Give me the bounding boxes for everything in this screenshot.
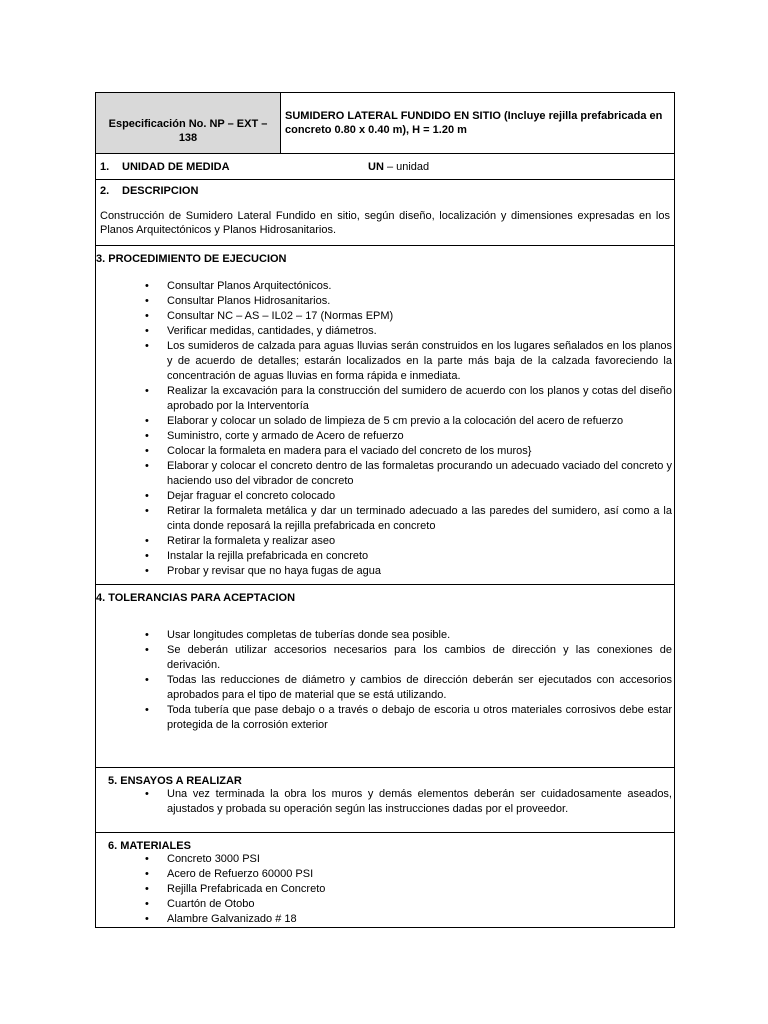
procedimiento-item: • Consultar Planos Arquitectónicos. [167,279,674,294]
procedimiento-item: • Retirar la formaleta metálica y dar un terminado adecuado a las paredes del sumidero, así como a la cinta donde reposará la rejilla prefabricada en concreto [167,504,674,534]
materiales-list [96,852,674,927]
tolerancia-item: • Usar longitudes completas de tuberías donde sea posible. [167,628,674,643]
procedimiento-list [96,279,674,579]
materiales-row [96,833,675,928]
descripcion-row [96,180,675,246]
spec-title: SUMIDERO LATERAL FUNDIDO EN SITIO (Incluye rejilla prefabricada en concreto 0.80 x 0.40 m), H = 1.20 m [285,110,663,136]
procedimiento-item: • Dejar fraguar el concreto colocado [167,489,674,504]
ensayos-cell [96,768,675,833]
procedimiento-item: • Realizar la excavación para la construcción del sumidero de acuerdo con los planos y cotas del diseño aprobado por la Interventoría [167,384,674,414]
ensayo-item: • Una vez terminada la obra los muros y demás elementos deberán ser cuidadosamente aseados, ajustados y probada su operación según las instrucciones dadas por el proveedor. [167,787,674,817]
spec-document [95,92,674,928]
procedimiento-item: • Consultar NC – AS – IL02 – 17 (Normas EPM) [167,309,674,324]
procedimiento-item: • Los sumideros de calzada para aguas lluvias serán construidos en los lugares señalados en los planos y de acuerdo de detalles; estarán localizados en la parte más baja de la calzada favoreciendo la concentración de aguas lluvias en forma rápida e inmediata. [167,339,674,384]
materiales-title: 6. MATERIALES [108,840,191,852]
tolerancias-list [96,628,674,733]
procedimiento-item: • Consultar Planos Hidrosanitarios. [167,294,674,309]
descripcion-number: 2. [100,185,110,197]
spec-table [95,92,675,928]
procedimiento-row [96,246,675,585]
unidad-number: 1. [100,161,110,173]
material-item: • Rejilla Prefabricada en Concreto [167,882,674,897]
material-item: • Alambre Galvanizado # 18 [167,912,674,927]
descripcion-text: Construcción de Sumidero Lateral Fundido en sitio, según diseño, localización y dimensiones expresadas en los Planos Arquitectónicos y Planos Hidrosanitarios. [100,210,670,236]
procedimiento-item: • Suministro, corte y armado de Acero de refuerzo [167,429,674,444]
unidad-text: – unidad [383,161,430,173]
procedimiento-item: • Verificar medidas, cantidades, y diámetros. [167,324,674,339]
unidad-cell [96,154,675,180]
spec-number-cell [96,93,281,154]
spec-title-cell [281,93,675,154]
materiales-cell [96,833,675,928]
material-item: • Cuartón de Otobo [167,897,674,912]
unidad-value [368,161,429,173]
procedimiento-title: 3. PROCEDIMIENTO DE EJECUCION [96,253,287,265]
material-item: • Concreto 3000 PSI [167,852,674,867]
ensayos-list [96,787,674,817]
descripcion-heading [96,180,674,197]
procedimiento-cell [96,246,675,585]
unidad-label: UNIDAD DE MEDIDA [122,161,230,173]
unidad-code: UN [368,161,384,173]
tolerancias-row [96,585,675,768]
tolerancia-item: • Se deberán utilizar accesorios necesarios para los cambios de dirección y las conexiones de derivación. [167,643,674,673]
procedimiento-item: • Elaborar y colocar el concreto dentro de las formaletas procurando un adecuado vaciado del concreto y haciendo uso del vibrador de concreto [167,459,674,489]
unidad-row [96,154,675,180]
descripcion-cell [96,180,675,246]
procedimiento-item: • Instalar la rejilla prefabricada en concreto [167,549,674,564]
material-item: • Acero de Refuerzo 60000 PSI [167,867,674,882]
ensayos-title: 5. ENSAYOS A REALIZAR [108,775,242,787]
tolerancia-item: • Toda tubería que pase debajo o a través o debajo de escoria u otros materiales corrosivos debe estar protegida de la corrosión exterior [167,703,674,733]
descripcion-title: DESCRIPCION [122,185,199,197]
spec-number: Especificación No. NP – EXT – 138 [108,117,268,144]
header-row [96,93,675,154]
procedimiento-item: • Elaborar y colocar un solado de limpieza de 5 cm previo a la colocación del acero de refuerzo [167,414,674,429]
tolerancia-item: • Todas las reducciones de diámetro y cambios de dirección deberán ser ejecutados con accesorios aprobados para el tipo de material que se está utilizando. [167,673,674,703]
procedimiento-item: • Retirar la formaleta y realizar aseo [167,534,674,549]
procedimiento-item: • Colocar la formaleta en madera para el vaciado del concreto de los muros} [167,444,674,459]
procedimiento-item: • Probar y revisar que no haya fugas de agua [167,564,674,579]
tolerancias-cell [96,585,675,768]
unidad-heading [100,161,230,173]
tolerancias-title: 4. TOLERANCIAS PARA ACEPTACION [96,592,296,604]
ensayos-row [96,768,675,833]
